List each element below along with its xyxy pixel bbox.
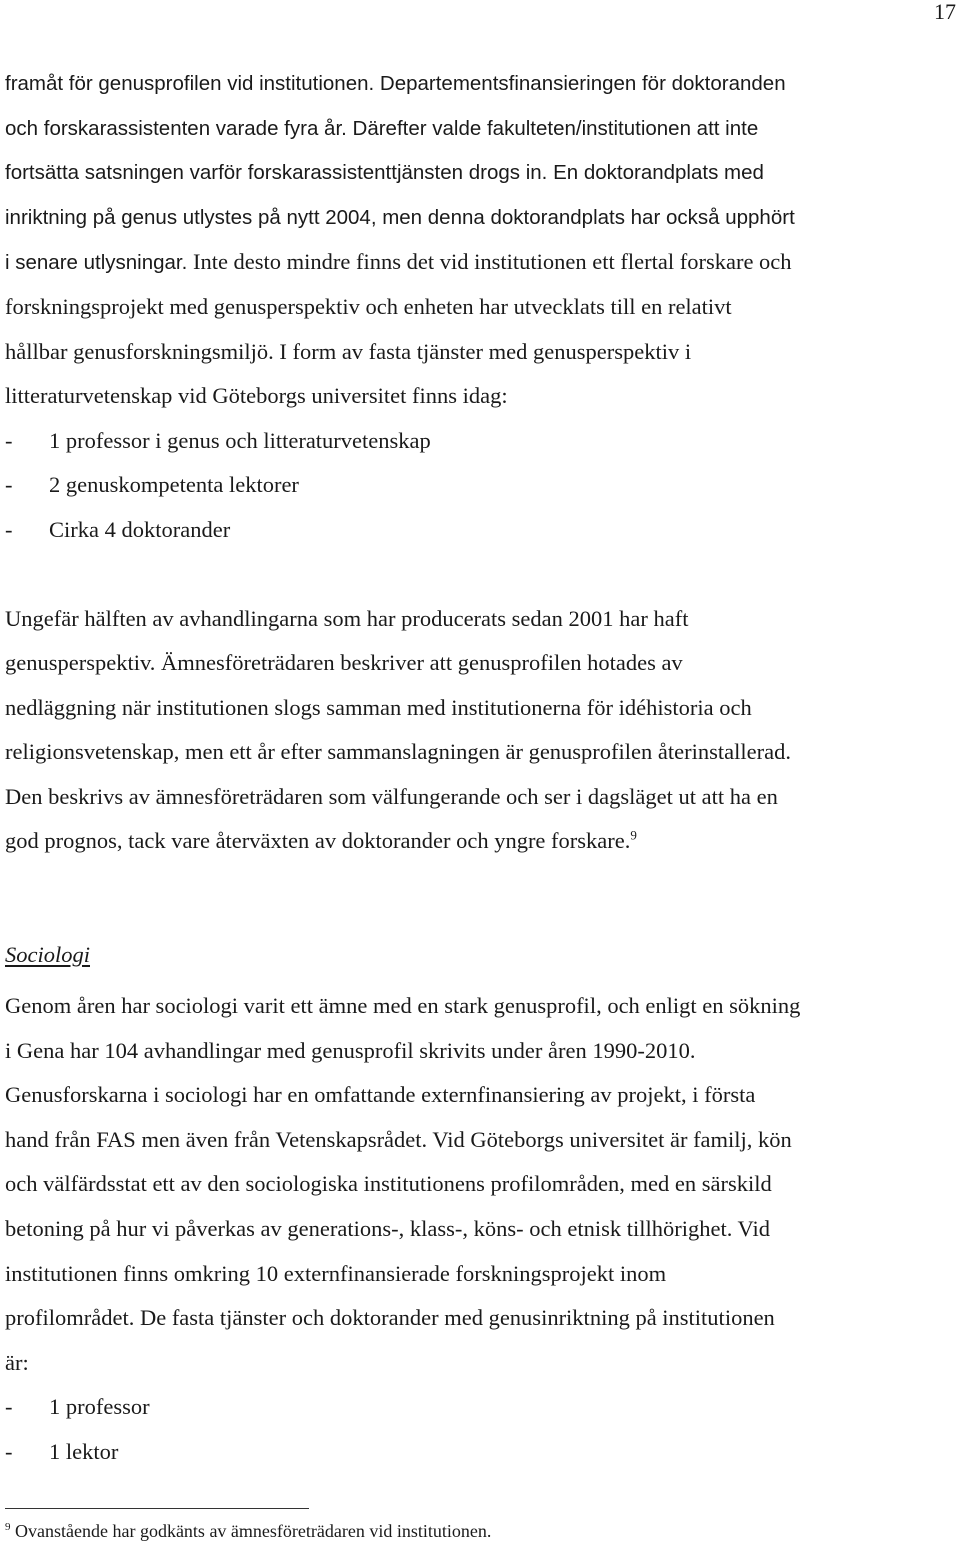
list-item-text: 1 lektor (49, 1439, 119, 1464)
paragraph-line: Genom åren har sociologi varit ett ämne med en stark genusprofil, och enligt en sökning (5, 993, 801, 1018)
page-number: 17 (934, 0, 956, 24)
list-item-text: 1 professor (49, 1394, 150, 1419)
paragraph-line (5, 248, 792, 277)
paragraph-line: profilområdet. De fasta tjänster och doktorander med genusinriktning på institutionen (5, 1305, 775, 1330)
list-item (5, 471, 299, 499)
paragraph-line (5, 827, 637, 855)
paragraph-line: i Gena har 104 avhandlingar med genusprofil skrivits under åren 1990-2010. (5, 1038, 696, 1063)
paragraph-line: institutionen finns omkring 10 externfinansierade forskningsprojekt inom (5, 1261, 667, 1286)
footnote (5, 1519, 491, 1543)
list-item (5, 1393, 150, 1421)
paragraph-line: nedläggning när institutionen slogs samman med institutionerna för idéhistoria och (5, 695, 752, 720)
paragraph-line: genusperspektiv. Ämnesföreträdaren beskriver att genusprofilen hotades av (5, 650, 683, 675)
list-dash: - (5, 472, 13, 497)
paragraph-line: inriktning på genus utlystes på nytt 2004, men denna doktorandplats har också upphört (5, 206, 795, 229)
paragraph-line: och forskarassistenten varade fyra år. Därefter valde fakulteten/institutionen att inte (5, 117, 759, 140)
paragraph-line: forskningsprojekt med genusperspektiv och enheten har utvecklats till en relativt (5, 294, 732, 319)
paragraph-line: och välfärdsstat ett av den sociologiska institutionens profilområden, med en särskild (5, 1171, 772, 1196)
paragraph-line: framåt för genusprofilen vid institutionen. Departementsfinansieringen för doktoranden (5, 72, 786, 95)
paragraph-line: Ungefär hälften av avhandlingarna som har producerats sedan 2001 har haft (5, 606, 689, 631)
paragraph-line: hand från FAS men även från Vetenskapsrådet. Vid Göteborgs universitet är familj, kön (5, 1127, 792, 1152)
list-item-text: 1 professor i genus och litteraturvetenskap (49, 428, 431, 453)
list-dash: - (5, 428, 13, 453)
paragraph-line: är: (5, 1350, 29, 1375)
list-item-text: 2 genuskompetenta lektorer (49, 472, 299, 497)
footnote-number: 9 (5, 1521, 11, 1533)
paragraph-line-part: i senare utlysningar. (5, 251, 188, 274)
paragraph-line: betoning på hur vi påverkas av generations-, klass-, köns- och etnisk tillhörighet. Vid (5, 1216, 770, 1241)
paragraph-line: litteraturvetenskap vid Göteborgs universitet finns idag: (5, 383, 508, 408)
paragraph-line: fortsätta satsningen varför forskarassistenttjänsten drogs in. En doktorandplats med (5, 161, 764, 184)
footnote-text: Ovanstående har godkänts av ämnesföreträdaren vid institutionen. (15, 1521, 492, 1541)
list-item (5, 1438, 118, 1466)
list-item-text: Cirka 4 doktorander (49, 517, 231, 542)
footnote-rule (5, 1508, 309, 1509)
list-item (5, 427, 431, 455)
list-item (5, 516, 230, 544)
paragraph-line-text: god prognos, tack vare återväxten av doktorander och yngre forskare. (5, 828, 631, 853)
paragraph-line: religionsvetenskap, men ett år efter sammanslagningen är genusprofilen återinstallerad. (5, 739, 791, 764)
paragraph-line: Genusforskarna i sociologi har en omfattande externfinansiering av projekt, i första (5, 1082, 756, 1107)
list-dash: - (5, 1394, 13, 1419)
list-dash: - (5, 517, 13, 542)
footnote-reference[interactable]: 9 (630, 827, 637, 843)
paragraph-line: hållbar genusforskningsmiljö. I form av fasta tjänster med genusperspektiv i (5, 339, 692, 364)
list-dash: - (5, 1439, 13, 1464)
paragraph-line-part: Inte desto mindre finns det vid institutionen ett flertal forskare och (187, 249, 792, 274)
section-heading: Sociologi (5, 942, 90, 967)
paragraph-line: Den beskrivs av ämnesföreträdaren som välfungerande och ser i dagsläget ut att ha en (5, 784, 778, 809)
